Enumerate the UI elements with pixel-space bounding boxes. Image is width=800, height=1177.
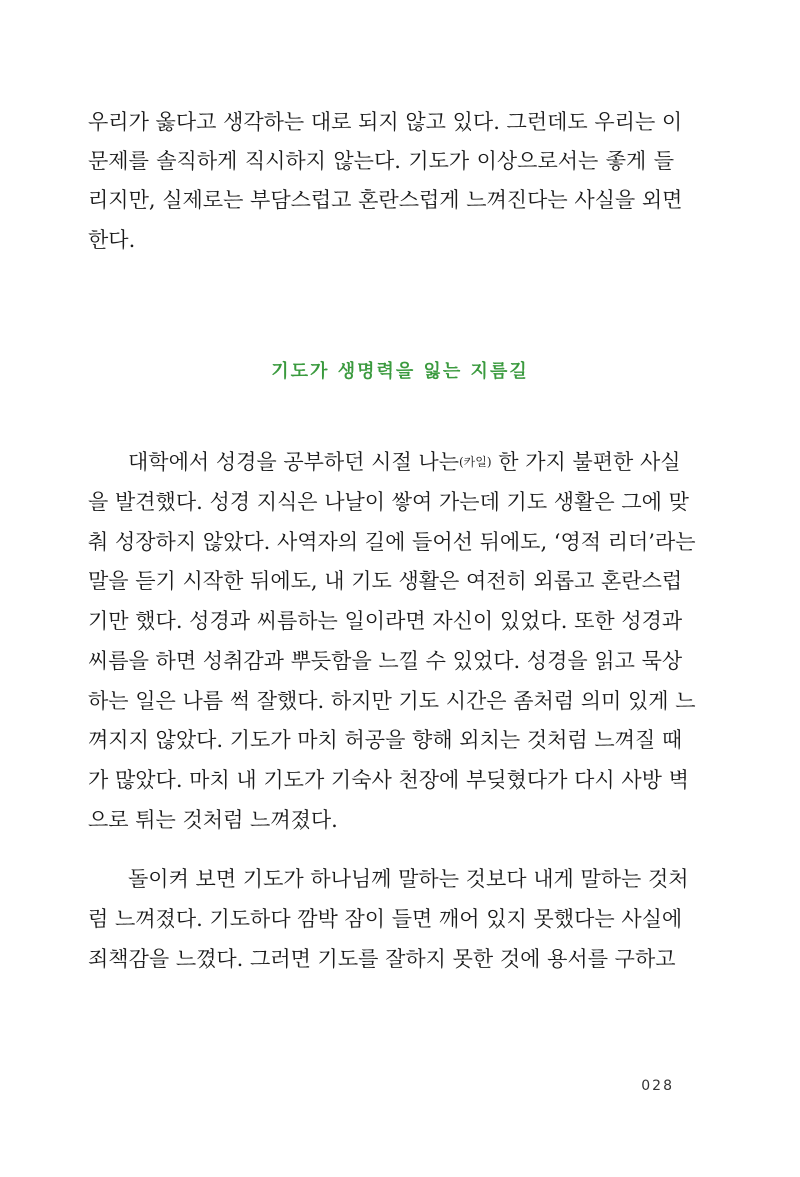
text-line: 말을 듣기 시작한 뒤에도, 내 기도 생활은 여전히 외롭고 혼란스럽 bbox=[88, 569, 683, 593]
text-segment: 대학에서 성경을 공부하던 시절 나는 bbox=[128, 450, 459, 474]
section-heading: 기도가 생명력을 잃는 지름길 bbox=[271, 361, 529, 382]
text-line: 가 많았다. 마치 내 기도가 기숙사 천장에 부딪혔다가 다시 사방 벽 bbox=[88, 768, 689, 792]
text-segment: 한 가지 불편한 사실 bbox=[491, 450, 681, 474]
text-line: 리지만, 실제로는 부담스럽고 혼란스럽게 느껴진다는 사실을 외면 bbox=[88, 188, 683, 212]
text-line: 하는 일은 나름 썩 잘했다. 하지만 기도 시간은 좀처럼 의미 있게 느 bbox=[88, 689, 696, 713]
text-line: 돌이켜 보면 기도가 하나님께 말하는 것보다 내게 말하는 것처 bbox=[128, 867, 689, 891]
text-line: 으로 튀는 것처럼 느껴졌다. bbox=[88, 808, 338, 832]
text-line bbox=[128, 447, 681, 477]
text-line: 문제를 솔직하게 직시하지 않는다. 기도가 이상으로서는 좋게 들 bbox=[88, 149, 674, 173]
author-note: (카일) bbox=[459, 455, 492, 469]
text-line: 기만 했다. 성경과 씨름하는 일이라면 자신이 있었다. 또한 성경과 bbox=[88, 609, 683, 633]
text-line: 껴지지 않았다. 기도가 마치 허공을 향해 외치는 것처럼 느껴질 때 bbox=[88, 728, 683, 752]
text-line: 죄책감을 느꼈다. 그러면 기도를 잘하지 못한 것에 용서를 구하고 bbox=[88, 947, 676, 971]
text-line: 춰 성장하지 않았다. 사역자의 길에 들어선 뒤에도, ‘영적 리더’라는 bbox=[88, 530, 696, 554]
text-line: 우리가 옳다고 생각하는 대로 되지 않고 있다. 그런데도 우리는 이 bbox=[88, 110, 683, 134]
text-line: 럼 느껴졌다. 기도하다 깜박 잠이 들면 깨어 있지 못했다는 사실에 bbox=[88, 907, 683, 931]
text-line: 을 발견했다. 성경 지식은 나날이 쌓여 가는데 기도 생활은 그에 맞 bbox=[88, 490, 689, 514]
page-number: 028 bbox=[641, 1078, 674, 1094]
text-line: 한다. bbox=[88, 228, 136, 252]
text-line: 씨름을 하면 성취감과 뿌듯함을 느낄 수 있었다. 성경을 읽고 묵상 bbox=[88, 649, 683, 673]
